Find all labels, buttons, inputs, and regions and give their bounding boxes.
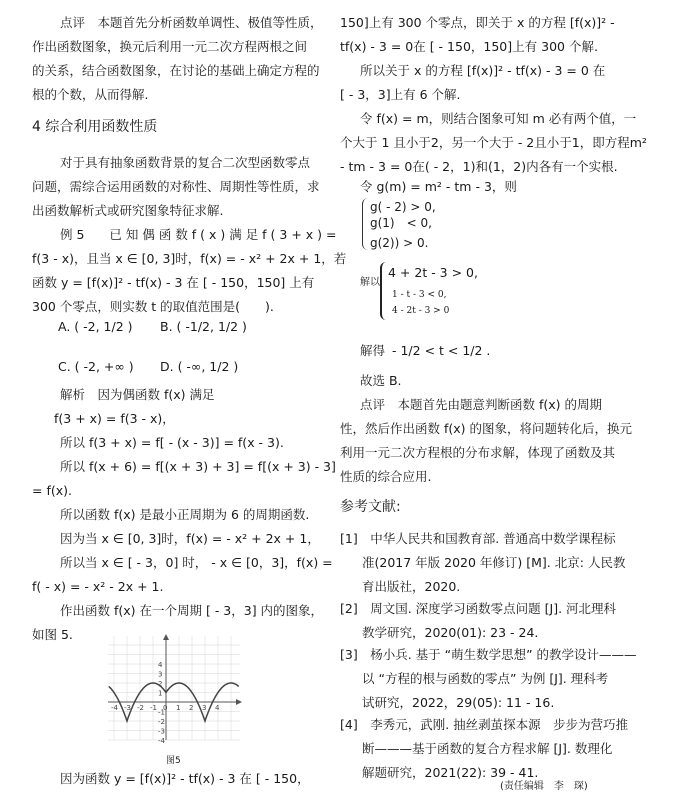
example-line: 函数 y = [f(x)]² - tf(x) - 3 在 [ - 150，150] 上有	[32, 275, 315, 290]
solution-line: f( - x) = - x² - 2x + 1.	[32, 579, 164, 594]
figure-5-graph	[104, 632, 244, 744]
reference-line: [2] 周文国. 深度学习函数零点问题 [J]. 河北理科	[340, 601, 617, 616]
grid-lines	[108, 636, 240, 740]
body-line: - tm - 3 = 0在( - 2，1)和(1，2)内各有一个实根.	[340, 159, 618, 174]
y-tick-label: 2	[158, 680, 163, 688]
review-line: 的关系，结合函数图象，在讨论的基础上确定方程的	[32, 63, 320, 78]
review-line: 点评 本题首先分析函数单调性、极值等性质，	[60, 15, 323, 30]
solution-line: 所以 f(3 + x) = f[ - (x - 3)] = f(x - 3).	[60, 435, 284, 450]
reference-line: [1] 中华人民共和国教育部. 普通高中数学课程标	[340, 531, 616, 546]
answer-line: 故选 B.	[360, 373, 402, 388]
system-line: g(2)) > 0.	[370, 236, 429, 250]
body-line: 个大于 1 且小于2，另一个大于 - 2且小于1，即方程m²	[340, 135, 647, 150]
body-line: 令 f(x) = m，则结合图象可知 m 必有两个值，一	[360, 111, 637, 126]
reference-line: 准(2017 年版 2020 年修订) [M]. 北京: 人民教	[362, 555, 626, 570]
example-line: f(3 - x)，且当 x ∈ [0, 3]时，f(x) = - x² + 2x + 1，若	[32, 251, 347, 266]
section-heading: 4 综合利用函数性质	[32, 119, 158, 135]
y-tick-label: -2	[158, 718, 165, 726]
x-tick-label: 3	[202, 704, 207, 712]
review-line: 利用一元二次方程根的分布求解，体现了函数及其	[340, 445, 616, 460]
review-line: 性，然后作出函数 f(x) 的图象，将问题转化后，换元	[340, 421, 632, 436]
body-line: 问题，需综合运用函数的对称性、周期性等性质，求	[32, 179, 320, 194]
solve-prefix: 解以	[360, 277, 380, 288]
x-tick-label: -3	[124, 704, 131, 712]
reference-line: 以 “方程的根与函数的零点” 为例 [J]. 理科考	[362, 671, 609, 686]
solution-line: = f(x).	[32, 483, 72, 498]
solution-line: f(3 + x) = f(3 - x)，	[54, 411, 175, 426]
reference-line: 断———基于函数的复合方程求解 [J]. 数理化	[362, 741, 613, 756]
body-line: 对于具有抽象函数背景的复合二次型函数零点	[60, 155, 311, 170]
x-tick-label: 1	[176, 704, 181, 712]
solution-line: 解析 因为偶函数 f(x) 满足	[60, 387, 215, 402]
body-line: 所以关于 x 的方程 [f(x)]² - tf(x) - 3 = 0 在	[360, 63, 606, 78]
review-line: 性质的综合应用.	[340, 469, 432, 484]
body-line: 出函数解析式或研究图象特征求解.	[32, 203, 224, 218]
y-axis-arrow	[163, 634, 169, 640]
system-line: g( - 2) > 0,	[370, 200, 436, 214]
y-tick-label: 4	[158, 661, 163, 669]
x-tick-label: 2	[189, 704, 194, 712]
x-tick-label: -4	[111, 704, 118, 712]
review-line: 点评 本题首先由题意判断函数 f(x) 的周期	[360, 397, 602, 412]
solution-line: 如图 5.	[32, 627, 73, 642]
solution-line: 作出函数 f(x) 在一个周期 [ - 3，3] 内的图象，	[60, 603, 324, 618]
review-line: 作出函数图象，换元后利用一元二次方程两根之间	[32, 39, 308, 54]
x-tick-labels	[111, 704, 220, 712]
body-line: 令 g(m) = m² - tm - 3，则	[360, 179, 517, 194]
solution-line: 所以函数 f(x) 是最小正周期为 6 的周期函数.	[60, 507, 310, 522]
option-d: D. ( -∞, 1/2 )	[160, 359, 239, 374]
x-axis-arrow	[236, 699, 242, 705]
option-a: A. ( -2, 1/2 )	[58, 319, 133, 334]
reference-line: 解题研究，2021(22): 39 - 41.	[362, 765, 539, 780]
solution-line: 所以 f(x + 6) = f[(x + 3) + 3] = f[(x + 3) - 3]	[60, 459, 336, 474]
reference-line: 试研究，2022，29(05): 11 - 16.	[362, 695, 555, 710]
system-line: 4 + 2t - 3 > 0,	[388, 265, 478, 280]
x-tick-label: 4	[215, 704, 220, 712]
y-tick-label: -3	[158, 727, 165, 736]
figure-caption: 图5	[166, 756, 181, 766]
reference-line: [4] 李秀元，武刚. 抽丝剥茧探本源 步步为营巧推	[340, 717, 629, 732]
reference-line: [3] 杨小兵. 基于 “萌生数学思想” 的教学设计———	[340, 647, 637, 662]
example-line: 例 5 已 知 偶 函 数 f ( x ) 满 足 f ( 3 + x ) =	[60, 227, 337, 242]
x-tick-label: -2	[137, 704, 144, 712]
solution-line: 所以当 x ∈ [ - 3，0] 时， - x ∈ [0，3]，f(x) =	[60, 555, 333, 570]
option-b: B. ( -1/2, 1/2 )	[160, 319, 247, 334]
reference-line: 教学研究，2020(01): 23 - 24.	[362, 625, 539, 640]
system-line: g(1) < 0,	[370, 216, 432, 230]
review-line: 根的个数，从而得解.	[32, 87, 149, 102]
editor-footer: (责任编辑 李 琛)	[500, 781, 588, 792]
system-line: 1 - t - 3 < 0,	[392, 290, 447, 300]
solve-prefix: 解得	[360, 343, 386, 358]
bottom-line: 因为函数 y = [f(x)]² - tf(x) - 3 在 [ - 150，	[60, 771, 310, 786]
example-line: 300 个零点，则实数 t 的取值范围是( ).	[32, 299, 274, 314]
y-tick-label: 1	[158, 689, 163, 698]
system-line: 4 - 2t - 3 > 0	[392, 306, 450, 316]
solution-line: 因为当 x ∈ [0, 3]时，f(x) = - x² + 2x + 1，	[60, 531, 320, 546]
body-line: tf(x) - 3 = 0在 [ - 150，150]上有 300 个解.	[340, 39, 598, 54]
option-c: C. ( -2, +∞ )	[58, 359, 134, 374]
body-line: 150]上有 300 个零点，即关于 x 的方程 [f(x)]² -	[340, 15, 615, 30]
reference-line: 育出版社，2020.	[362, 579, 461, 594]
references-heading: 参考文献:	[340, 499, 401, 515]
y-tick-label: 3	[158, 670, 163, 679]
y-tick-label: -4	[158, 737, 165, 744]
body-line: [ - 3，3]上有 6 个解.	[340, 87, 461, 102]
x-tick-label: 0	[163, 704, 168, 712]
y-tick-label: -1	[158, 708, 165, 717]
x-tick-label: -1	[150, 704, 157, 712]
solve-result: - 1/2 < t < 1/2 .	[392, 343, 491, 358]
